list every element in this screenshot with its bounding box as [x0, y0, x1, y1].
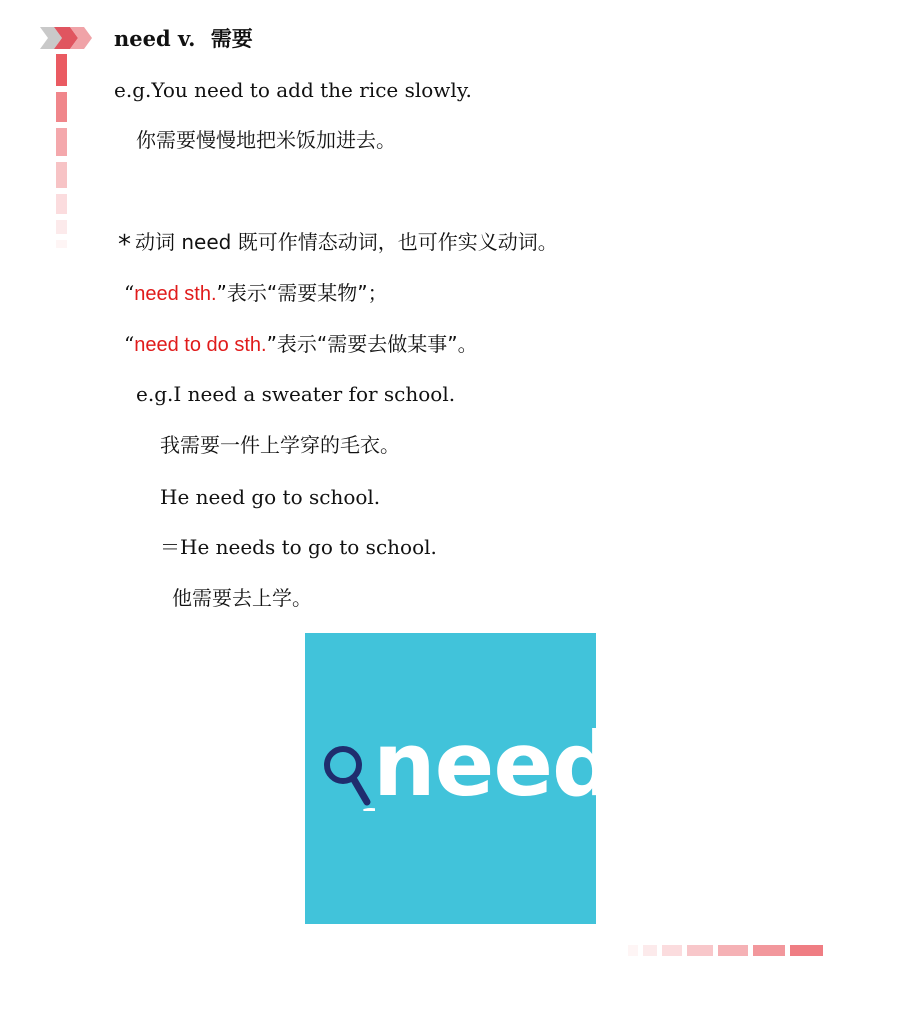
usage-line-1: [124, 280, 388, 307]
deco-bar: [56, 220, 67, 234]
magnifier-icon: [323, 745, 375, 811]
example2-chinese-2: 他需要去上学。: [172, 586, 312, 610]
vocab-heading: [114, 26, 253, 52]
grammar-note-text: 动词 need 既可作情态动词，也可作实义动词。: [135, 230, 558, 254]
deco-bar: [56, 128, 67, 156]
usage-pattern: need sth.: [134, 283, 217, 305]
need-logo-image: [305, 633, 615, 924]
deco-bar: [56, 92, 67, 122]
example2-right-form: ＝He needs to go to school.: [160, 535, 437, 559]
arrow-decoration-icon: [40, 24, 100, 52]
open-quote: “: [124, 281, 135, 305]
usage-meaning: ”表示“需要某物”；: [216, 281, 388, 305]
heading-meaning: 需要: [210, 27, 253, 51]
open-quote: “: [124, 332, 135, 356]
grammar-note: [118, 229, 558, 258]
star-icon: *: [118, 230, 131, 260]
example2-wrong-form: He need go to school.: [160, 485, 381, 509]
example2-english: e.g.I need a sweater for school.: [136, 382, 456, 406]
deco-bar: [687, 945, 713, 956]
example1-english: e.g.You need to add the rice slowly.: [114, 78, 472, 102]
example2-chinese: 我需要一件上学穿的毛衣。: [160, 433, 400, 457]
logo-word: need: [373, 713, 615, 816]
deco-bar: [790, 945, 823, 956]
usage-line-2: [124, 331, 478, 358]
vertical-deco-bars: [56, 54, 67, 254]
usage-meaning: ”表示“需要去做某事”。: [266, 332, 478, 356]
heading-word: need v.: [114, 26, 196, 51]
deco-bar: [56, 162, 67, 188]
deco-bar: [662, 945, 682, 956]
example1-chinese: 你需要慢慢地把米饭加进去。: [136, 128, 396, 152]
usage-pattern: need to do sth.: [134, 334, 267, 356]
horizontal-deco-bars: [628, 945, 828, 956]
deco-bar: [56, 54, 67, 86]
deco-bar: [56, 194, 67, 214]
deco-bar: [718, 945, 748, 956]
deco-bar: [56, 240, 67, 248]
deco-bar: [628, 945, 638, 956]
deco-bar: [643, 945, 657, 956]
deco-bar: [753, 945, 785, 956]
